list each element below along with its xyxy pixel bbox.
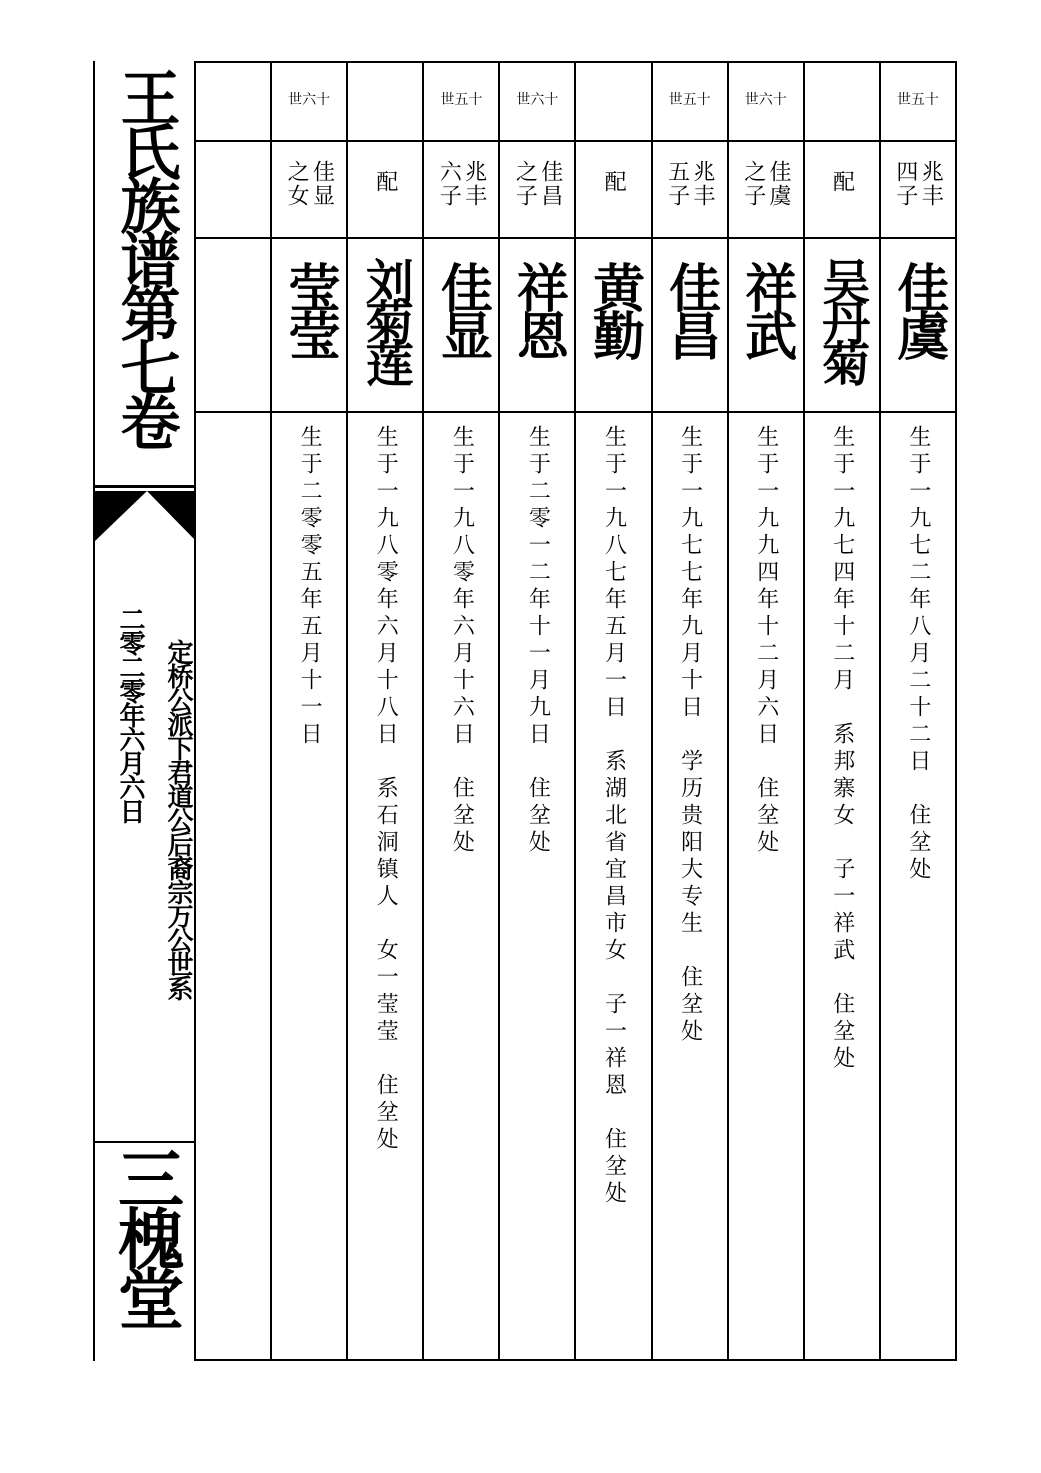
person-name: 黄勤 — [583, 261, 645, 357]
name-cell-inner — [576, 239, 650, 411]
note-cell — [347, 412, 423, 1360]
person-note: 生于二零零五年五月十一日 — [297, 425, 323, 749]
generation-label: 世六十 — [744, 92, 787, 108]
relation-cell — [347, 141, 423, 238]
person-name: 莹莹 — [279, 261, 341, 357]
generation-cell — [271, 62, 347, 141]
generation-label: 世六十 — [288, 92, 331, 108]
note-cell — [575, 412, 651, 1360]
person-note: 生于一九九四年十二月六日 住坌处 — [753, 425, 779, 857]
relation-cell — [423, 141, 499, 238]
note-cell-inner — [348, 413, 422, 1359]
relation-label: 兆丰六子 — [436, 160, 487, 208]
note-cell — [499, 412, 575, 1360]
relation-cell-inner — [653, 142, 727, 237]
relation-row — [195, 141, 956, 238]
name-cell-inner — [653, 239, 727, 411]
name-cell — [728, 238, 804, 412]
name-cell-inner — [729, 239, 803, 411]
generation-cell-inner — [805, 63, 879, 140]
name-cell-inner — [272, 239, 346, 411]
note-cell — [195, 412, 271, 1360]
generation-cell-inner — [348, 63, 422, 140]
person-name: 吴丹菊 — [813, 257, 870, 380]
name-cell-inner — [196, 239, 270, 411]
relation-cell — [499, 141, 575, 238]
relation-cell-inner — [424, 142, 498, 237]
person-name: 刘菊莲 — [357, 257, 414, 380]
name-cell-inner — [424, 239, 498, 411]
note-row — [195, 412, 956, 1360]
name-cell-inner — [881, 239, 955, 411]
person-note: 生于一九八零年六月十六日 住坌处 — [449, 425, 475, 857]
generation-cell-inner — [196, 63, 270, 140]
generation-cell — [804, 62, 880, 141]
person-name: 佳虞 — [887, 261, 949, 357]
generation-cell-inner — [424, 63, 498, 140]
person-name: 佳显 — [431, 261, 493, 357]
name-row — [195, 238, 956, 412]
title-box — [95, 61, 196, 487]
name-cell — [347, 238, 423, 412]
person-note: 生于一九八零年六月十八日 系石洞镇人 女一莹莹 住坌处 — [373, 425, 399, 1154]
name-cell-inner — [500, 239, 574, 411]
note-cell — [271, 412, 347, 1360]
name-cell — [804, 238, 880, 412]
name-cell — [575, 238, 651, 412]
relation-cell-inner — [500, 142, 574, 237]
note-cell-inner — [272, 413, 346, 1359]
relation-cell-inner — [729, 142, 803, 237]
name-cell — [499, 238, 575, 412]
relation-label: 兆丰四子 — [892, 160, 944, 208]
note-cell-inner — [424, 413, 498, 1359]
fish-tail-ornament — [95, 485, 196, 545]
person-name: 祥武 — [735, 261, 797, 357]
generation-cell-inner — [272, 63, 346, 140]
note-cell-inner — [805, 413, 879, 1359]
lineage-subtitle: 定桥公派下君道公后裔宗万公世系 — [163, 639, 193, 999]
generation-cell — [575, 62, 651, 141]
generation-cell — [423, 62, 499, 141]
relation-label: 配 — [372, 170, 398, 194]
name-cell — [423, 238, 499, 412]
book-title: 王氏族谱第七卷 — [110, 67, 181, 445]
relation-label: 佳虞之子 — [740, 160, 791, 208]
person-note: 生于一九七七年九月十日 学历贵阳大专生 住坌处 — [677, 425, 703, 1046]
note-cell-inner — [500, 413, 574, 1359]
generation-cell — [195, 62, 271, 141]
compile-date: 二零二零年六月六日 — [115, 606, 145, 822]
relation-cell — [195, 141, 271, 238]
generation-cell — [880, 62, 956, 141]
note-cell-inner — [653, 413, 727, 1359]
name-cell — [271, 238, 347, 412]
generation-cell-inner — [881, 63, 955, 140]
note-cell — [880, 412, 956, 1360]
name-cell — [880, 238, 956, 412]
generation-cell — [347, 62, 423, 141]
name-cell — [195, 238, 271, 412]
generation-label: 世五十 — [668, 92, 711, 108]
note-cell-inner — [576, 413, 650, 1359]
note-cell-inner — [881, 413, 955, 1359]
person-note: 生于一九七二年八月二十二日 住坌处 — [905, 425, 931, 884]
note-cell-inner — [729, 413, 803, 1359]
generation-cell-inner — [500, 63, 574, 140]
person-note: 生于一九八七年五月一日 系湖北省宜昌市女 子一祥恩 住坌处 — [601, 425, 627, 1208]
generation-cell — [652, 62, 728, 141]
person-name: 祥恩 — [507, 261, 569, 357]
relation-cell — [271, 141, 347, 238]
relation-cell-inner — [196, 142, 270, 237]
relation-cell — [652, 141, 728, 238]
name-cell-inner — [805, 239, 879, 411]
relation-label: 配 — [601, 170, 627, 194]
generation-cell — [728, 62, 804, 141]
generation-cell-inner — [576, 63, 650, 140]
relation-label: 佳显之女 — [284, 160, 335, 208]
relation-cell-inner — [805, 142, 879, 237]
note-cell — [423, 412, 499, 1360]
genealogy-table — [194, 61, 957, 1361]
generation-cell-inner — [653, 63, 727, 140]
relation-cell — [880, 141, 956, 238]
relation-cell — [728, 141, 804, 238]
generation-cell — [499, 62, 575, 141]
title-column — [93, 61, 196, 1361]
hall-name: 三槐堂 — [106, 1145, 185, 1325]
hall-box — [95, 1141, 196, 1363]
generation-label: 世五十 — [440, 92, 483, 108]
relation-cell — [804, 141, 880, 238]
generation-label: 世五十 — [896, 92, 939, 108]
generation-label: 世六十 — [516, 92, 559, 108]
relation-cell-inner — [272, 142, 346, 237]
note-cell — [804, 412, 880, 1360]
note-cell — [652, 412, 728, 1360]
generation-cell-inner — [729, 63, 803, 140]
relation-label: 兆丰五子 — [664, 160, 715, 208]
note-cell — [728, 412, 804, 1360]
relation-cell — [575, 141, 651, 238]
person-note: 生于二零一二年十一月九日 住坌处 — [525, 425, 551, 857]
relation-label: 配 — [829, 170, 855, 194]
relation-cell-inner — [348, 142, 422, 237]
generation-row — [195, 62, 956, 141]
relation-label: 佳昌之子 — [512, 160, 563, 208]
name-cell — [652, 238, 728, 412]
person-note: 生于一九七四年十二月 系邦寨女 子一祥武 住坌处 — [829, 425, 855, 1073]
relation-cell-inner — [881, 142, 955, 237]
note-cell-inner — [196, 413, 270, 1359]
person-name: 佳昌 — [659, 261, 721, 357]
relation-cell-inner — [576, 142, 650, 237]
name-cell-inner — [348, 239, 422, 411]
